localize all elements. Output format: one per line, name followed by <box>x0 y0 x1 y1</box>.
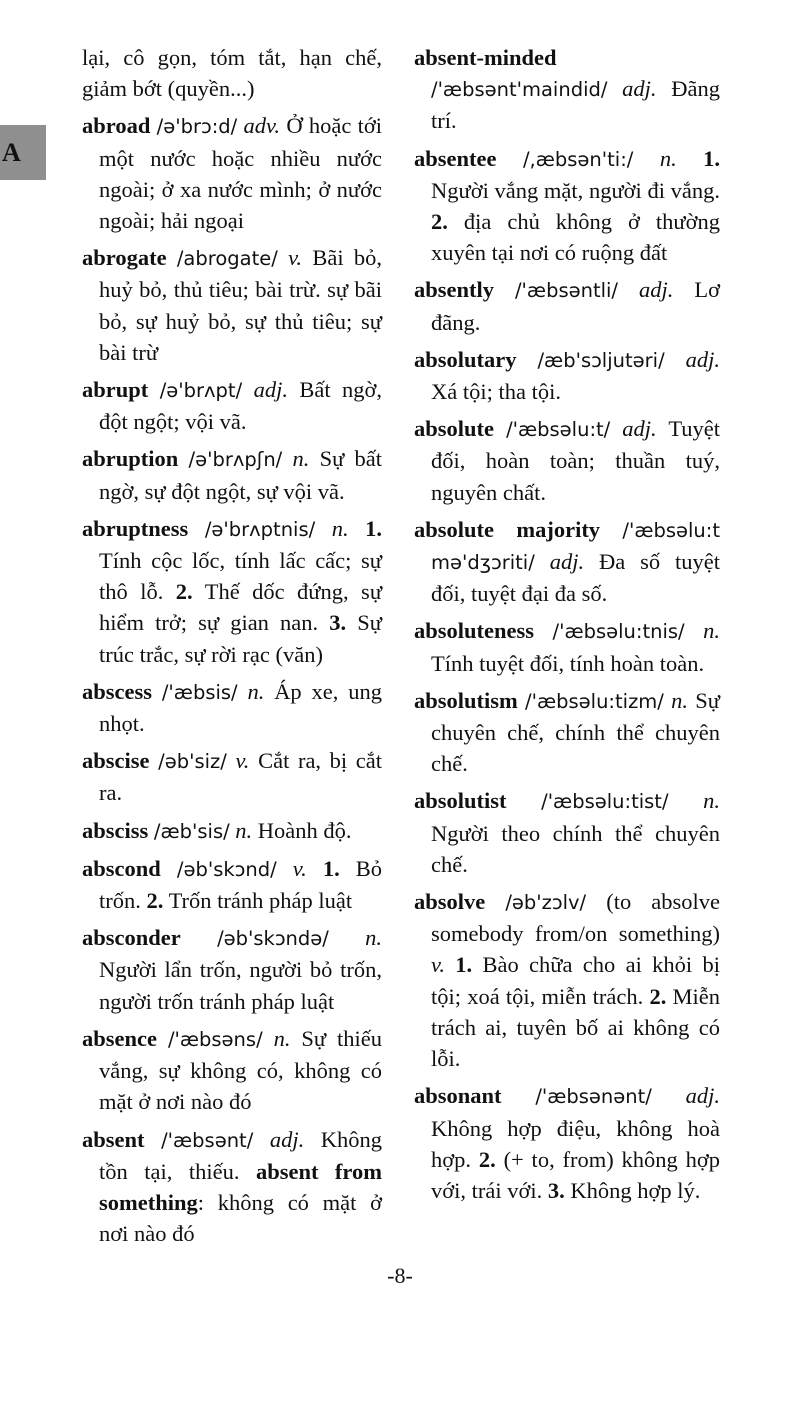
pronunciation: /'æbsəns/ <box>167 1027 263 1051</box>
sense-number: 3. <box>329 610 347 636</box>
headword: absoluteness <box>414 618 535 644</box>
headword: absolve <box>414 889 486 915</box>
entry-absence <box>82 1023 382 1118</box>
sense-number: 2. <box>431 209 448 235</box>
definition: Cắt ra, bị cắt ra. <box>99 748 383 806</box>
entry-absonant <box>414 1080 720 1206</box>
definition: Đãng trí. <box>431 76 720 134</box>
part-of-speech: v. <box>292 855 307 881</box>
entry-absolutism <box>414 685 720 780</box>
headword: absolute <box>414 416 495 442</box>
part-of-speech: n. <box>247 678 265 704</box>
definition: Xá tội; tha tội. <box>431 379 561 405</box>
pronunciation: /'æbsəntli/ <box>514 279 619 303</box>
entry-abrogate <box>82 242 382 368</box>
entry-absciss <box>82 815 382 847</box>
part-of-speech: v. <box>235 748 250 774</box>
definition: Hoành độ. <box>257 817 352 843</box>
definition: Không hợp lý. <box>570 1177 701 1203</box>
page-number: -8- <box>387 1263 413 1288</box>
headword: absolutism <box>414 687 518 713</box>
left-column <box>82 42 382 1255</box>
definition: Đa số tuyệt đối, tuyệt đại đa số. <box>431 549 721 607</box>
pronunciation: /æb'sɔljutəri/ <box>537 348 665 372</box>
pronunciation: /'æbsis/ <box>161 680 238 704</box>
entry-absoluteness <box>414 615 720 678</box>
headword: abscond <box>82 855 161 881</box>
definition: Bất ngờ, đột ngột; vội vã. <box>99 377 383 435</box>
definition: Không tồn tại, thiếu. <box>99 1126 383 1184</box>
pronunciation: /'æbsəlu:tist/ <box>541 790 669 814</box>
part-of-speech: adv. <box>243 113 280 139</box>
part-of-speech: n. <box>365 925 383 951</box>
usage-note: (to absolve somebody from/on something) <box>431 889 721 947</box>
right-column <box>414 42 720 1212</box>
phrase: absent from something <box>99 1158 382 1215</box>
entry-abruption <box>82 443 382 506</box>
headword: absolutist <box>414 788 507 814</box>
entry-absently <box>414 274 720 337</box>
sense-number: 1. <box>365 515 382 541</box>
pronunciation: /ə'brʌpt/ <box>159 379 243 403</box>
headword: abruptness <box>82 515 189 541</box>
pronunciation: /'æbsənənt/ <box>535 1085 652 1109</box>
entry-absconder <box>82 922 382 1017</box>
pronunciation: /'æbsəlu:tnis/ <box>552 620 685 644</box>
part-of-speech: n. <box>703 618 720 644</box>
part-of-speech: adj. <box>253 377 288 403</box>
headword: absconder <box>82 925 181 951</box>
pronunciation: /əb'skɔnd/ <box>176 857 277 881</box>
definition: Ở hoặc tới một nước hoặc nhiều nước ngoài; ở xa nước mình; ở nước ngoài; hải ngoại <box>99 113 383 234</box>
entry-absolute <box>414 413 720 508</box>
part-of-speech: n. <box>659 145 677 171</box>
part-of-speech: adj. <box>269 1126 305 1152</box>
phrase-definition: : không có mặt ở nơi nào đó <box>99 1189 382 1247</box>
pronunciation: /əb'siz/ <box>158 750 227 774</box>
headword: absonant <box>414 1083 502 1109</box>
entry-abroad <box>82 110 382 236</box>
pronunciation: /əb'zɔlv/ <box>505 891 587 915</box>
letter-thumb-tab: A <box>0 125 46 180</box>
entry-abruptness <box>82 513 382 670</box>
headword: abroad <box>82 113 151 139</box>
pronunciation: /'æbsənt'maindid/ <box>431 78 608 102</box>
part-of-speech: v. <box>431 952 445 978</box>
part-of-speech: n. <box>235 817 253 843</box>
sense-number: 2. <box>146 888 164 914</box>
definition: Bỏ trốn. <box>99 855 383 914</box>
part-of-speech: adj. <box>685 346 721 372</box>
sense-number: 1. <box>703 145 721 171</box>
definition: Người vắng mặt, người đi vắng. <box>431 177 720 203</box>
definition: Lơ đãng. <box>431 277 720 335</box>
part-of-speech: n. <box>292 446 310 472</box>
sense-number: 2. <box>478 1146 496 1172</box>
pronunciation: /,æbsən'ti:/ <box>522 147 634 171</box>
part-of-speech: n. <box>331 515 349 541</box>
pronunciation: /ə'brʌpʃn/ <box>188 448 283 472</box>
pronunciation: /əb'skɔndə/ <box>217 927 329 951</box>
definition: Thế dốc đứng, sự hiểm trở; sự gian nan. <box>99 579 383 636</box>
definition: Sự bất ngờ, sự đột ngột, sự vội vã. <box>99 446 383 504</box>
definition: Không hợp điệu, không hoà hợp. <box>431 1115 720 1172</box>
definition: Tính cộc lốc, tính lấc cấc; sự thô lỗ. <box>99 548 382 605</box>
definition: Bãi bỏ, huỷ bỏ, thủ tiêu; bài trừ. sự bãi bỏ, sự huỷ bỏ, sự thủ tiêu; sự bài trừ <box>99 245 382 365</box>
headword: absent-minded <box>414 45 557 70</box>
headword: abrupt <box>82 377 149 403</box>
definition: Áp xe, ung nhọt. <box>99 678 382 737</box>
pronunciation: /abrogate/ <box>176 247 278 271</box>
part-of-speech: n. <box>703 788 720 814</box>
definition: Tuyệt đối, hoàn toàn; thuần tuý, nguyên chất. <box>431 416 721 505</box>
entry-absolute-majority <box>414 514 720 610</box>
part-of-speech: adj. <box>622 416 657 442</box>
headword: absolute majority <box>414 516 601 542</box>
definition: Người lẩn trốn, người bỏ trốn, người trốn tránh pháp luật <box>99 957 382 1014</box>
definition: Sự trúc trắc, sự rời rạc (văn) <box>99 610 383 667</box>
headword: absence <box>82 1025 157 1051</box>
part-of-speech: n. <box>671 687 689 713</box>
definition: Tính tuyệt đối, tính hoàn toàn. <box>431 650 705 676</box>
pronunciation: /'æbsəlu:t mə'dʒɔriti/ <box>431 518 720 575</box>
entry-absolve <box>414 886 720 1074</box>
pronunciation: /ə'brɔ:d/ <box>156 115 238 139</box>
entry-abrupt <box>82 374 382 437</box>
headword: absciss <box>82 817 149 843</box>
sense-number: 1. <box>455 952 473 978</box>
part-of-speech: n. <box>273 1025 291 1051</box>
definition: Miễn trách ai, tuyên bố ai không có lỗi. <box>431 983 721 1072</box>
sense-number: 3. <box>547 1177 565 1203</box>
entry-absolutist <box>414 785 720 880</box>
sense-number: 1. <box>322 855 340 881</box>
definition: Bào chữa cho ai khỏi bị tội; xoá tội, miễn trách. <box>431 952 721 1009</box>
headword: absent <box>82 1126 145 1152</box>
part-of-speech: adj. <box>549 549 585 575</box>
headword: abscess <box>82 678 153 704</box>
sense-number: 2. <box>649 983 667 1009</box>
part-of-speech: v. <box>288 245 303 271</box>
headword: abrogate <box>82 245 167 271</box>
pronunciation: /æb'sis/ <box>153 819 230 843</box>
entry-absent <box>82 1124 382 1250</box>
pronunciation: /'æbsəlu:tizm/ <box>525 689 664 713</box>
definition: Sự chuyên chế, chính thể chuyên chế. <box>431 687 720 777</box>
headword: absolutary <box>414 346 517 372</box>
definition: Người theo chính thể chuyên chế. <box>431 820 720 877</box>
headword: absently <box>414 277 495 303</box>
definition: (+ to, from) không hợp với, trái với. <box>431 1146 721 1203</box>
definition: địa chủ không ở thường xuyên tại nơi có ruộng đất <box>431 209 721 266</box>
entry-absent-minded <box>414 42 720 137</box>
pronunciation: /'æbsənt/ <box>161 1128 254 1152</box>
entry-absentee <box>414 143 720 269</box>
part-of-speech: adj. <box>685 1083 721 1109</box>
headword: absentee <box>414 145 497 171</box>
sense-number: 2. <box>175 579 193 605</box>
pronunciation: /'æbsəlu:t/ <box>506 418 611 442</box>
part-of-speech: adj. <box>638 277 674 303</box>
pronunciation: /ə'brʌptnis/ <box>204 517 316 541</box>
definition: Trốn tránh pháp luật <box>168 888 353 914</box>
entry-abscise <box>82 745 382 808</box>
headword: abscise <box>82 748 150 774</box>
headword: abruption <box>82 446 179 472</box>
entry-abscond <box>82 853 382 916</box>
entry-absolutary <box>414 344 720 407</box>
entry-continuation: lại, cô gọn, tóm tắt, hạn chế, giảm bớt (quyền...) <box>82 45 382 102</box>
part-of-speech: adj. <box>622 76 657 102</box>
definition: Sự thiếu vắng, sự không có, không có mặt ở nơi nào đó <box>99 1025 383 1115</box>
entry-abscess <box>82 676 382 739</box>
